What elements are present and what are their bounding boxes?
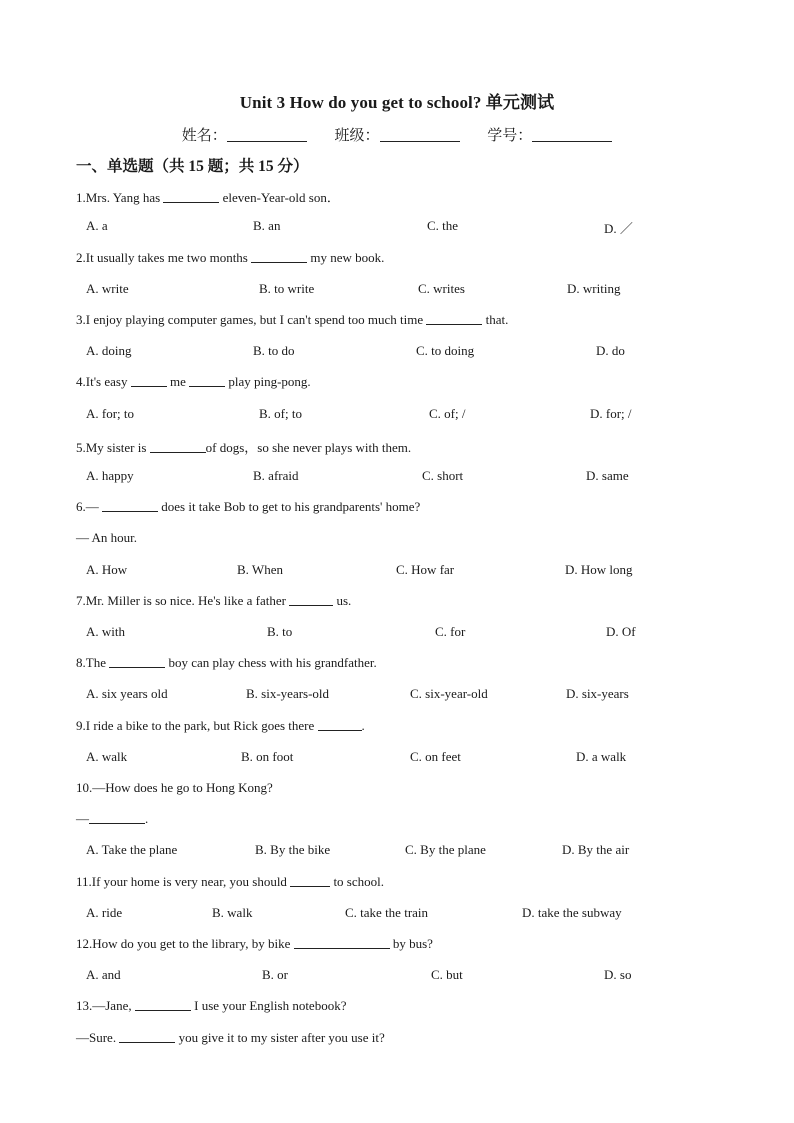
option-a[interactable]: A. for; to	[86, 406, 135, 421]
number-blank[interactable]	[532, 127, 612, 142]
option-a[interactable]: A. How	[86, 562, 128, 577]
option-d[interactable]: D. ／	[604, 221, 633, 236]
options-8	[86, 686, 646, 704]
option-d[interactable]: D. for; /	[590, 406, 632, 421]
option-b[interactable]: B. an	[253, 218, 281, 233]
answer-blank[interactable]	[189, 374, 225, 387]
option-d[interactable]: D. take the subway	[522, 905, 622, 920]
option-c[interactable]: C. but	[431, 967, 463, 982]
answer-blank[interactable]	[251, 250, 307, 263]
option-a[interactable]: A. doing	[86, 343, 132, 358]
answer-blank[interactable]	[102, 499, 158, 512]
option-d[interactable]: D. same	[586, 468, 629, 483]
question-7: 7.Mr. Miller is so nice. He's like a father us.	[76, 593, 352, 608]
options-6	[86, 562, 646, 580]
options-1	[86, 218, 646, 236]
option-a[interactable]: A. and	[86, 967, 121, 982]
option-b[interactable]: B. By the bike	[255, 842, 331, 857]
answer-blank[interactable]	[290, 874, 330, 887]
option-a[interactable]: A. six years old	[86, 686, 168, 701]
option-c[interactable]: C. to doing	[416, 343, 475, 358]
option-b[interactable]: B. to write	[259, 281, 315, 296]
option-a[interactable]: A. Take the plane	[86, 842, 178, 857]
answer-blank[interactable]	[150, 440, 206, 453]
option-b[interactable]: B. six-years-old	[246, 686, 330, 701]
option-c[interactable]: C. of; /	[429, 406, 466, 421]
answer-blank[interactable]	[135, 998, 191, 1011]
options-2	[86, 281, 646, 299]
options-3	[86, 343, 646, 361]
question-5: 5.My sister is of dogs，so she never plays with them.	[76, 440, 412, 455]
number-field[interactable]: 学号：	[487, 124, 612, 145]
question-10-answer: — .	[76, 811, 149, 826]
section-heading: 一、单选题（共 15 题；共 15 分）	[76, 158, 309, 175]
options-7	[86, 624, 646, 642]
question-1: 1.Mrs. Yang has eleven-Year-old son．	[76, 190, 340, 205]
question-6-answer: — An hour.	[76, 530, 138, 545]
option-d[interactable]: D. a walk	[576, 749, 627, 764]
question-3: 3.I enjoy playing computer games, but I can't spend too much time that.	[76, 312, 509, 327]
answer-blank[interactable]	[289, 593, 333, 606]
question-13: 13.—Jane, I use your English notebook?	[76, 998, 347, 1013]
question-2: 2.It usually takes me two months my new book.	[76, 250, 385, 265]
option-c[interactable]: C. take the train	[345, 905, 429, 920]
option-c[interactable]: C. short	[422, 468, 464, 483]
option-b[interactable]: B. When	[237, 562, 283, 577]
answer-blank[interactable]	[131, 374, 167, 387]
question-4: 4.It's easy me play ping-pong.	[76, 374, 311, 389]
question-13-answer: —Sure. you give it to my sister after you use it?	[76, 1030, 385, 1045]
option-d[interactable]: D. By the air	[562, 842, 630, 857]
option-a[interactable]: A. write	[86, 281, 129, 296]
option-b[interactable]: B. or	[262, 967, 288, 982]
question-10: 10.—How does he go to Hong Kong?	[76, 780, 273, 795]
answer-blank[interactable]	[318, 718, 362, 731]
option-b[interactable]: B. to	[267, 624, 293, 639]
option-c[interactable]: C. How far	[396, 562, 455, 577]
option-a[interactable]: A. walk	[86, 749, 128, 764]
page-title: Unit 3 How do you get to school? 单元测试	[239, 93, 555, 112]
question-12: 12.How do you get to the library, by bike by bus?	[76, 936, 433, 951]
option-c[interactable]: C. for	[435, 624, 466, 639]
option-c[interactable]: C. six-year-old	[410, 686, 488, 701]
answer-blank[interactable]	[294, 936, 390, 949]
options-4	[86, 406, 646, 424]
option-b[interactable]: B. on foot	[241, 749, 294, 764]
answer-blank[interactable]	[426, 312, 482, 325]
answer-blank[interactable]	[89, 811, 145, 824]
option-d[interactable]: D. six-years	[566, 686, 629, 701]
class-blank[interactable]	[380, 127, 460, 142]
class-field[interactable]: 班级：	[334, 124, 459, 145]
option-b[interactable]: B. afraid	[253, 468, 299, 483]
option-a[interactable]: A. ride	[86, 905, 123, 920]
option-b[interactable]: B. of; to	[259, 406, 302, 421]
answer-blank[interactable]	[109, 655, 165, 668]
options-9	[86, 749, 646, 767]
question-9: 9.I ride a bike to the park, but Rick goes there .	[76, 718, 365, 733]
option-c[interactable]: C. the	[427, 218, 459, 233]
question-8: 8.The boy can play chess with his grandfather.	[76, 655, 377, 670]
options-11	[86, 905, 646, 923]
option-c[interactable]: C. By the plane	[405, 842, 486, 857]
option-a[interactable]: A. a	[86, 218, 108, 233]
answer-blank[interactable]	[163, 190, 219, 203]
name-blank[interactable]	[227, 127, 307, 142]
option-a[interactable]: A. happy	[86, 468, 134, 483]
option-d[interactable]: D. How long	[565, 562, 633, 577]
options-10	[86, 842, 646, 860]
option-d[interactable]: D. do	[596, 343, 625, 358]
option-d[interactable]: D. writing	[567, 281, 621, 296]
student-info-row	[0, 124, 794, 145]
option-a[interactable]: A. with	[86, 624, 125, 639]
option-c[interactable]: C. on feet	[410, 749, 461, 764]
options-5	[86, 468, 646, 486]
question-6: 6.— does it take Bob to get to his grandparents' home?	[76, 499, 421, 514]
answer-blank[interactable]	[119, 1030, 175, 1043]
options-12	[86, 967, 646, 985]
option-d[interactable]: D. so	[604, 967, 632, 982]
option-d[interactable]: D. Of	[606, 624, 636, 639]
question-11: 11.If your home is very near, you should to school.	[76, 874, 384, 889]
option-b[interactable]: B. walk	[212, 905, 253, 920]
option-c[interactable]: C. writes	[418, 281, 465, 296]
option-b[interactable]: B. to do	[253, 343, 295, 358]
name-field[interactable]: 姓名：	[182, 124, 307, 145]
